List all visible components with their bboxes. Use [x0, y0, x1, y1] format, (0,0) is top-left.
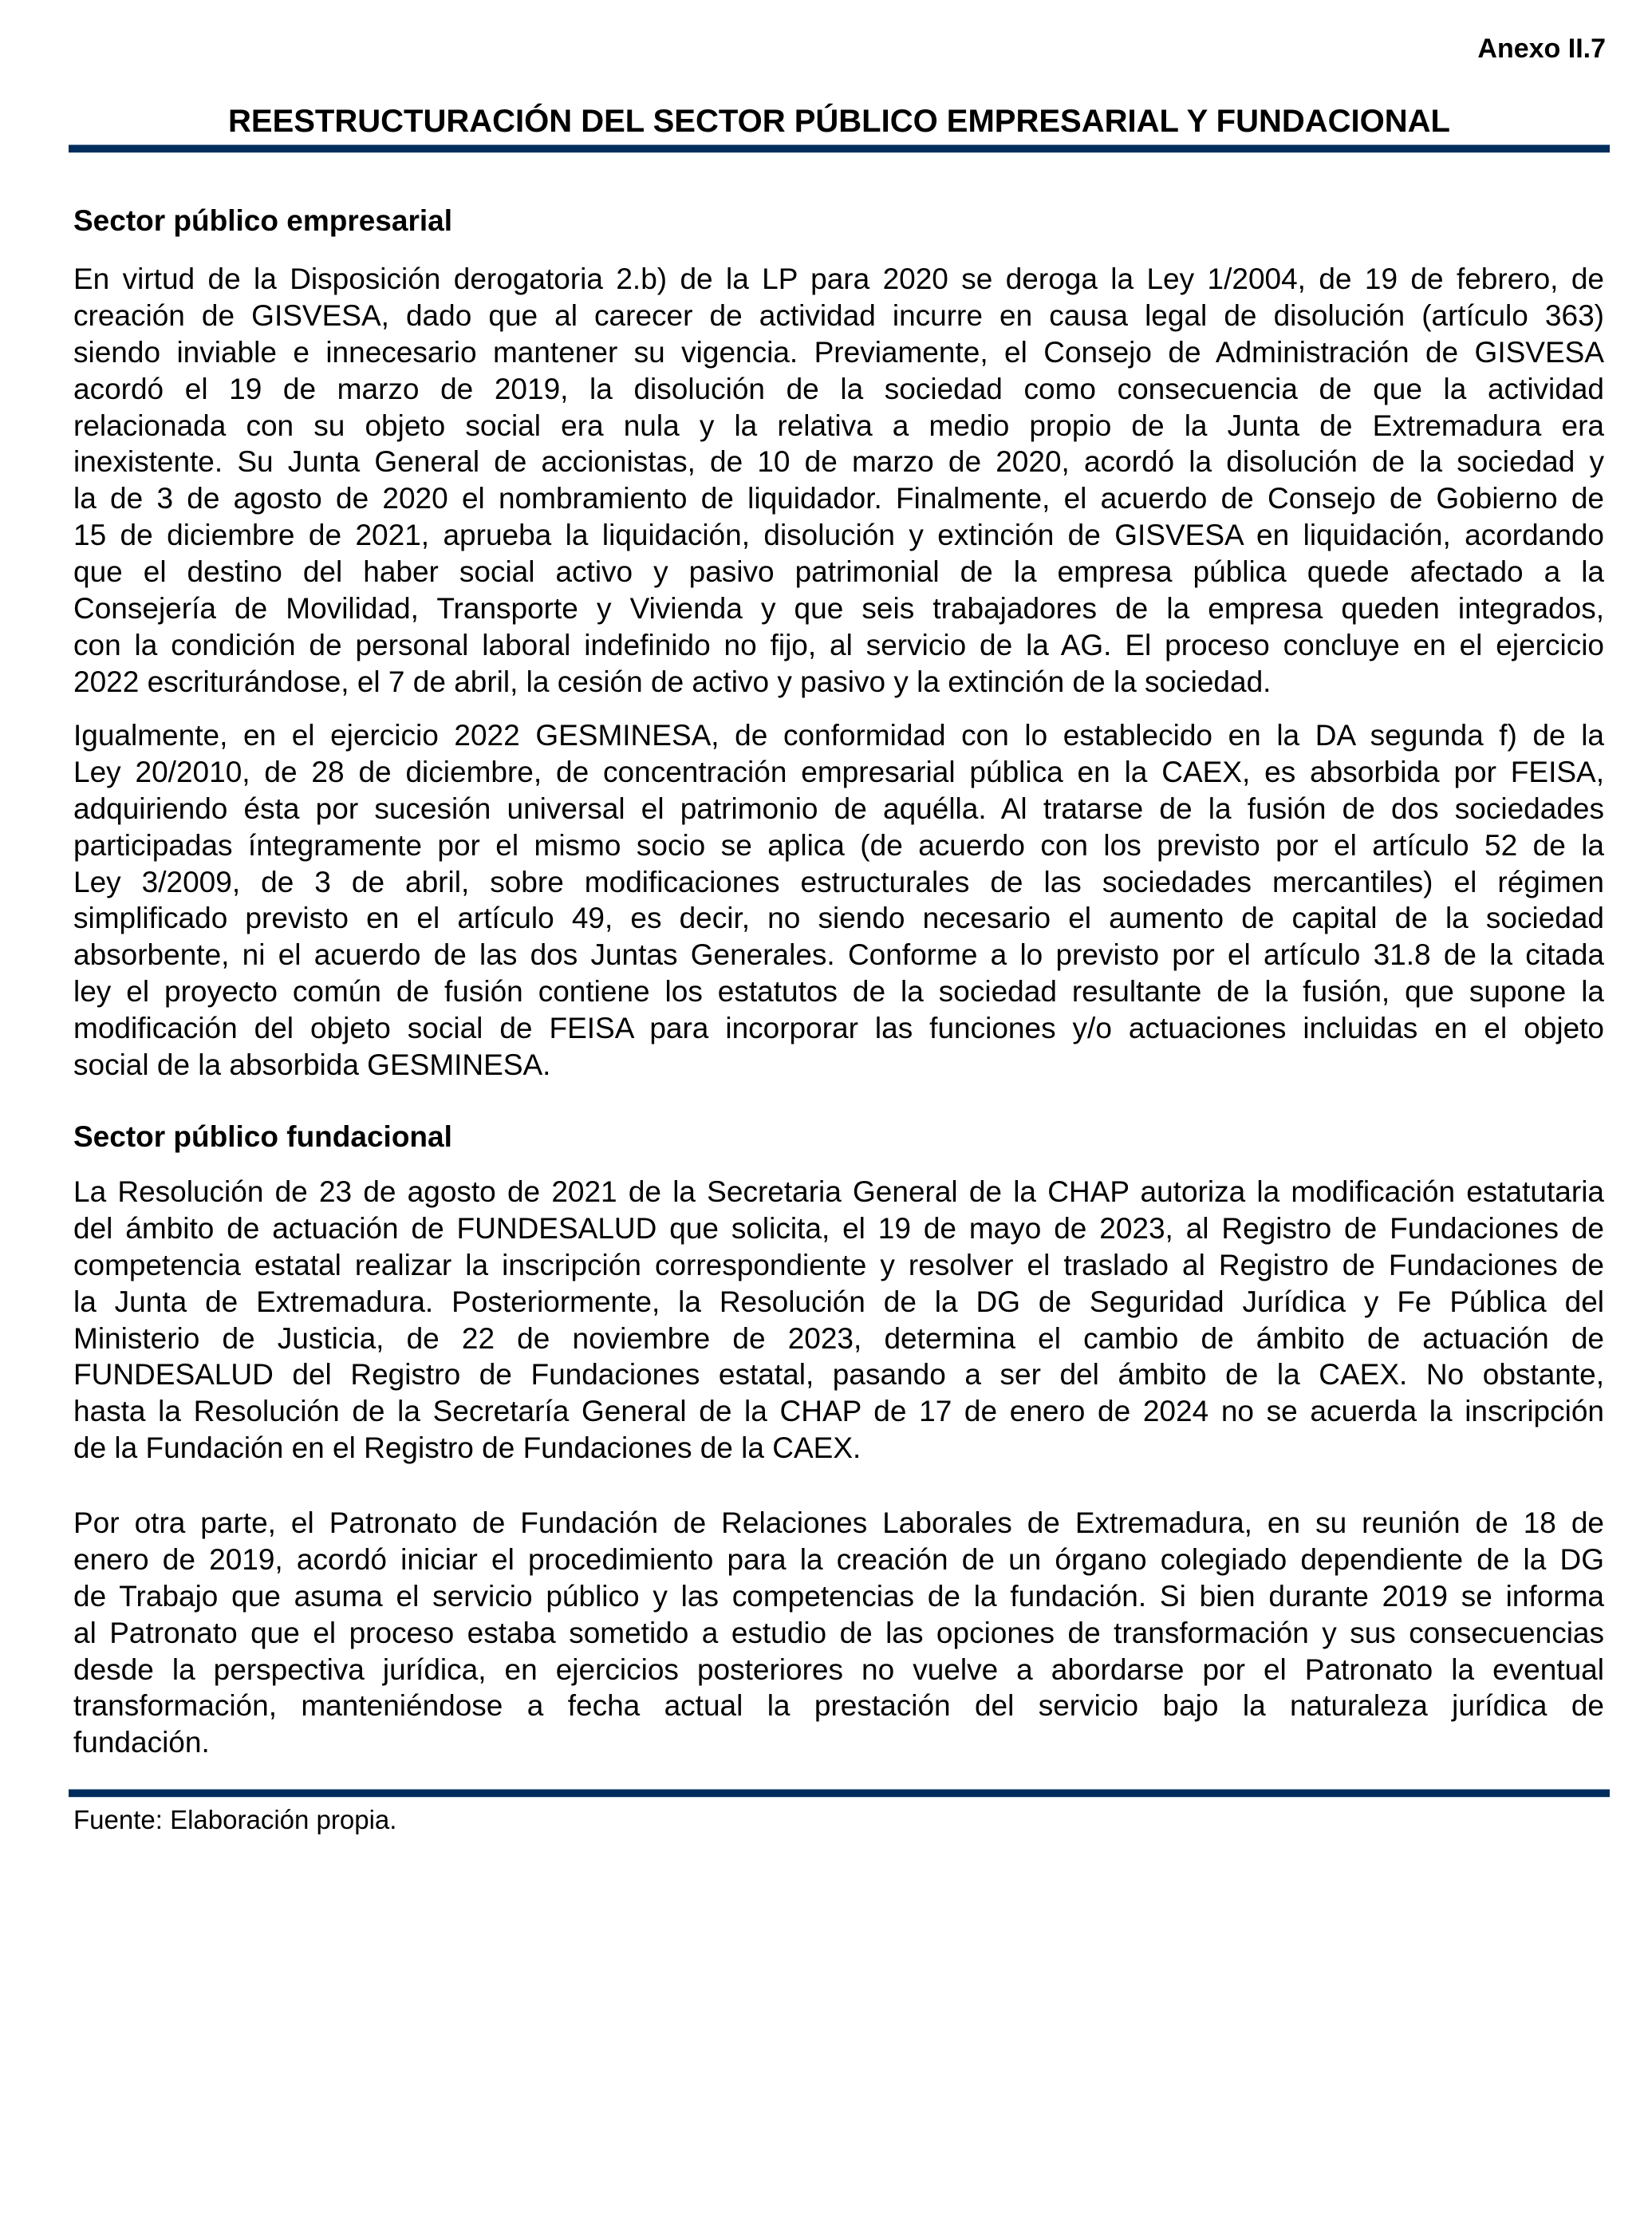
paragraph [73, 1505, 1604, 1761]
text-line: del ámbito de actuación de FUNDESALUD que solicita, el 19 de mayo de 2023, al Registro de Fundaciones de [73, 1211, 1604, 1245]
text-line: transformación, manteniéndose a fecha actual la prestación del servicio bajo la naturaleza jurídica de [73, 1689, 1604, 1723]
text-line: siendo inviable e innecesario mantener su vigencia. Previamente, el Consejo de Administración de GISVESA [73, 335, 1604, 369]
text-line: Ley 20/2010, de 28 de diciembre, de concentración empresarial pública en la CAEX, es absorbida por FEISA, [73, 755, 1604, 788]
text-line: inexistente. Su Junta General de accionistas, de 10 de marzo de 2020, acordó la disolución de la sociedad y [73, 445, 1604, 479]
text-line: participadas íntegramente por el mismo socio se aplica (de acuerdo con los previsto por el artículo 52 de la [73, 828, 1604, 862]
text-line: de Trabajo que asuma el servicio público y las competencias de la fundación. Si bien durante 2019 se informa [73, 1579, 1604, 1613]
text-line: acordó el 19 de marzo de 2019, la disolución de la sociedad como consecuencia de que la actividad [73, 372, 1604, 405]
text-line: enero de 2019, acordó iniciar el procedimiento para la creación de un órgano colegiado dependiente de la DG [73, 1542, 1604, 1576]
footer-divider [69, 1789, 1610, 1798]
text-line: Igualmente, en el ejercicio 2022 GESMINESA, de conformidad con lo establecido en la DA segunda f) de la [73, 719, 1604, 752]
text-line: simplificado previsto en el artículo 49, es decir, no siendo necesario el aumento de capital de la sociedad [73, 902, 1604, 935]
text-line: fundación. [73, 1726, 210, 1759]
text-line: FUNDESALUD del Registro de Fundaciones estatal, pasando a ser del ámbito de la CAEX. No obstante, [73, 1358, 1604, 1392]
text-line: En virtud de la Disposición derogatoria 2.b) de la LP para 2020 se deroga la Ley 1/2004, de 19 de febrero, de [73, 263, 1604, 295]
text-line: con la condición de personal laboral indefinido no fijo, al servicio de la AG. El proceso concluye en el ejercicio [73, 628, 1604, 661]
text-line: absorbente, ni el acuerdo de las dos Juntas Generales. Conforme a lo previsto por el artículo 31.8 de la citada [73, 938, 1604, 972]
text-line: creación de GISVESA, dado que al carecer de actividad incurre en causa legal de disolución (artículo 363) [73, 298, 1604, 332]
annex-label: Anexo II.7 [1477, 34, 1606, 64]
section-heading-empresarial: Sector público empresarial [73, 204, 453, 237]
paragraph [73, 1174, 1604, 1467]
text-line: relacionada con su objeto social era nula y la relativa a medio propio de la Junta de Extremadura era [73, 409, 1604, 442]
paragraph [73, 261, 1604, 701]
text-line: 2022 escriturándose, el 7 de abril, la cesión de activo y pasivo y la extinción de la sociedad. [73, 665, 1272, 698]
section-heading-fundacional: Sector público fundacional [73, 1120, 452, 1153]
title-divider [69, 144, 1610, 153]
text-line: Ministerio de Justicia, de 22 de noviembre de 2023, determina el cambio de ámbito de actuación de [73, 1321, 1604, 1355]
page-title: REESTRUCTURACIÓN DEL SECTOR PÚBLICO EMPRESARIAL Y FUNDACIONAL [228, 104, 1450, 139]
text-line: hasta la Resolución de la Secretaría General de la CHAP de 17 de enero de 2024 no se acuerda la inscripción [73, 1395, 1604, 1428]
text-line: ley el proyecto común de fusión contiene los estatutos de la sociedad resultante de la fusión, que supone la [73, 975, 1604, 1009]
text-line: Consejería de Movilidad, Transporte y Vivienda y que seis trabajadores de la empresa queden integrados, [73, 592, 1604, 626]
text-line: la Junta de Extremadura. Posteriormente, la Resolución de la DG de Seguridad Jurídica y Fe Pública del [73, 1285, 1604, 1318]
text-line: que el destino del haber social activo y pasivo patrimonial de la empresa pública quede afectado a la [73, 555, 1604, 589]
text-line: adquiriendo ésta por sucesión universal el patrimonio de aquélla. Al tratarse de la fusión de dos sociedades [73, 792, 1604, 825]
text-line: al Patronato que el proceso estaba sometido a estudio de las opciones de transformación y sus consecuencias [73, 1616, 1604, 1649]
source-note: Fuente: Elaboración propia. [73, 1805, 397, 1834]
text-line: Por otra parte, el Patronato de Fundación de Relaciones Laborales de Extremadura, en su reunión de 18 de [73, 1506, 1604, 1539]
text-line: la de 3 de agosto de 2020 el nombramiento de liquidador. Finalmente, el acuerdo de Consejo de Gobierno de [73, 482, 1604, 515]
text-line: desde la perspectiva jurídica, en ejercicios posteriores no vuelve a abordarse por el Patronato la eventual [73, 1652, 1604, 1686]
paragraph [73, 717, 1604, 1084]
text-line: 15 de diciembre de 2021, aprueba la liquidación, disolución y extinción de GISVESA en liquidación, acordando [73, 519, 1604, 552]
text-line: de la Fundación en el Registro de Fundaciones de la CAEX. [73, 1431, 861, 1465]
text-line: Ley 3/2009, de 3 de abril, sobre modificaciones estructurales de las sociedades mercantiles) el régimen [73, 865, 1604, 898]
text-line: social de la absorbida GESMINESA. [73, 1048, 551, 1082]
text-line: competencia estatal realizar la inscripción correspondiente y resolver el traslado al Registro de Fundaciones de [73, 1248, 1604, 1281]
text-line: La Resolución de 23 de agosto de 2021 de la Secretaria General de la CHAP autoriza la modificación estatutaria [73, 1175, 1604, 1208]
text-line: modificación del objeto social de FEISA para incorporar las funciones y/o actuaciones incluidas en el objeto [73, 1012, 1604, 1045]
